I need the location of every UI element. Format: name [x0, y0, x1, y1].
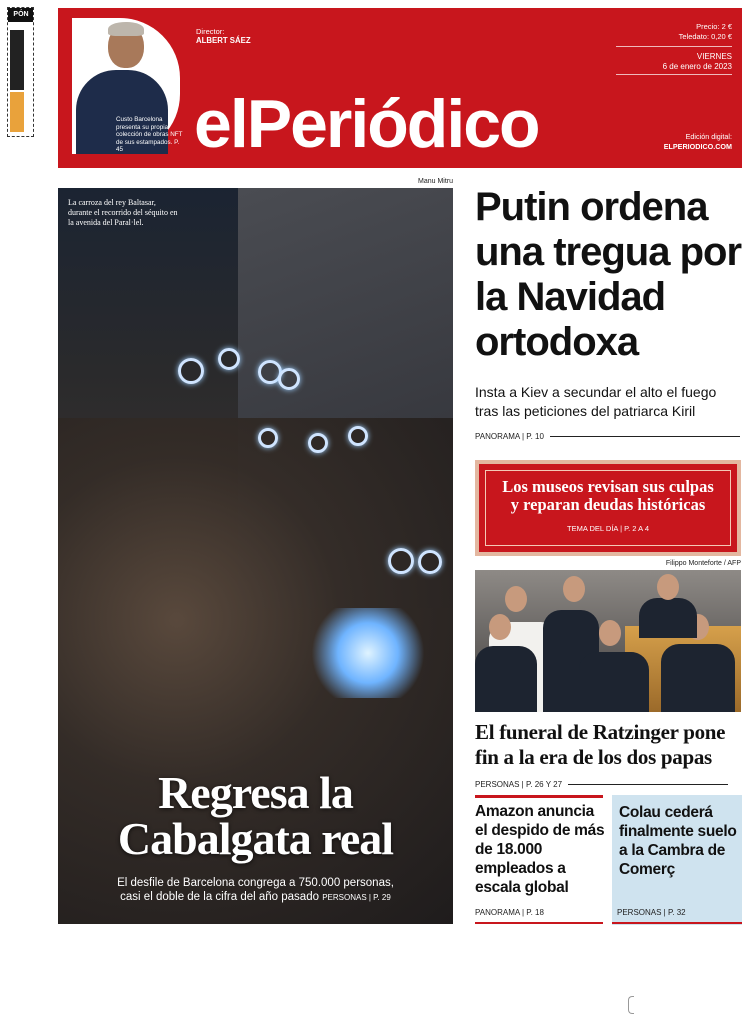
director-name: ALBERT SÁEZ [196, 36, 251, 45]
coupon-label: PÓN [8, 8, 34, 22]
divider [616, 46, 732, 47]
museum-headline-line1: Los museos revisan sus culpas [502, 477, 714, 496]
digital-site-link[interactable]: ELPERIODICO.COM [663, 141, 732, 151]
street-light-decoration [178, 358, 204, 384]
street-light-decoration [388, 548, 414, 574]
main-photo-story[interactable] [58, 188, 453, 924]
street-light-decoration [218, 348, 240, 370]
photo-caption: La carroza del rey Baltasar, durante el recorrido del séquito en la avenida del Paral·lel. [68, 198, 178, 227]
section-label: PERSONAS | P. 26 Y 27 [475, 780, 563, 789]
coupon-stub [7, 7, 34, 137]
street-light-decoration [348, 426, 368, 446]
person-figure [579, 652, 649, 712]
portrait-caption: Custo Barcelona presenta su propia colección de obras NFT de sus estampados. P. 45 [116, 116, 183, 154]
funeral-headline[interactable]: El funeral de Ratzinger pone fin a la era de los dos papas [475, 720, 726, 769]
coupon-graphic-dark [10, 30, 24, 90]
funeral-photo[interactable] [475, 570, 741, 712]
main-headline-line1: Regresa la [158, 767, 353, 818]
putin-subheadline: Insta a Kiev a secundar el alto el fuego tras las peticiones del patriarca Kiril [475, 384, 717, 419]
weekday: VIERNES [696, 52, 732, 61]
digital-edition [664, 132, 732, 151]
street-light-decoration [278, 368, 300, 390]
coupon-graphic-orange [10, 92, 24, 132]
date-block [663, 52, 732, 72]
main-subline [58, 876, 453, 905]
masthead [58, 8, 742, 168]
divider [568, 784, 728, 785]
main-subline-line2: casi el doble de la cifra del año pasado [120, 891, 319, 903]
divider [475, 922, 603, 924]
director-label: Director: [196, 27, 225, 36]
museum-headline-line2: y reparan deudas históricas [510, 495, 706, 514]
funeral-section-tag [475, 780, 743, 789]
person-figure [661, 644, 735, 712]
colau-headline: Colau cederá finalmente suelo a la Cambra de Comerç [619, 804, 737, 878]
price: Precio: 2 € [696, 22, 732, 31]
street-light-decoration [308, 433, 328, 453]
museum-feature-box[interactable] [475, 460, 741, 556]
museum-section-tag: TEMA DEL DÍA | P. 2 A 4 [567, 524, 649, 533]
colau-story-box[interactable] [612, 795, 742, 925]
colau-section-tag: PERSONAS | P. 32 [617, 908, 686, 917]
divider [616, 74, 732, 75]
main-subline-line1: El desfile de Barcelona congrega a 750.000 personas, [117, 877, 394, 889]
amazon-top-bar [475, 795, 603, 798]
parade-float-glow [308, 608, 428, 698]
page-edge-mark [628, 996, 634, 1014]
street-light-decoration [258, 428, 278, 448]
newspaper-logo: elPeriódico [194, 86, 539, 162]
street-light-decoration [418, 550, 442, 574]
person-figure [475, 646, 537, 712]
section-label: PANORAMA | P. 10 [475, 432, 544, 441]
museum-headline [479, 478, 737, 514]
main-headline[interactable] [58, 767, 453, 864]
amazon-section-tag: PANORAMA | P. 18 [475, 908, 544, 917]
putin-headline[interactable]: Putin ordena una tregua por la Navidad ortodoxa [475, 185, 742, 364]
issue-date: 6 de enero de 2023 [662, 62, 732, 71]
price-block [679, 22, 732, 42]
divider [550, 436, 740, 437]
amazon-headline[interactable]: Amazon anuncia el despido de más de 18.000 empleados a escala global [475, 803, 605, 896]
putin-section-tag [475, 432, 743, 441]
digital-label: Edición digital: [685, 132, 732, 141]
section-tag: PERSONAS | P. 29 [322, 893, 391, 902]
main-headline-line2: Cabalgata real [117, 813, 394, 864]
person-figure [639, 598, 697, 638]
photo-credit: Manu Mitru [417, 178, 453, 185]
divider [612, 922, 742, 924]
teledato: Teledato: 0,20 € [678, 32, 732, 41]
funeral-photo-credit: Filippo Monteforte / AFP [665, 560, 741, 567]
